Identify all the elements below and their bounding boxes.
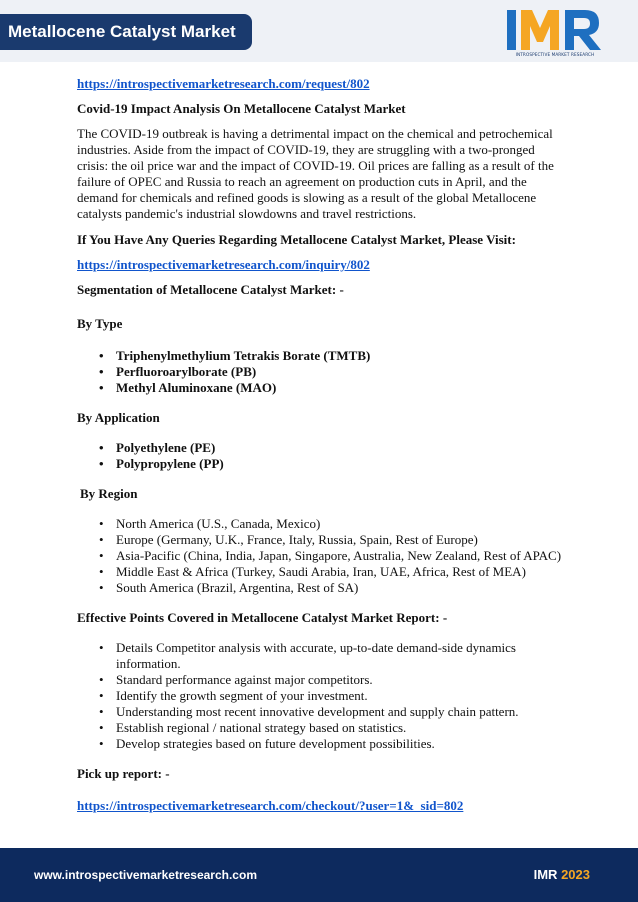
checkout-link[interactable]: https://introspectivemarketresearch.com/checkout/?user=1&_sid=802: [77, 798, 464, 813]
covid-heading: Covid-19 Impact Analysis On Metallocene Catalyst Market: [77, 101, 406, 116]
by-type-heading: By Type: [77, 316, 123, 331]
footer-brand-text: IMR: [533, 867, 558, 882]
list-item: • Europe (Germany, U.K., France, Italy, Russia, Spain, Rest of Europe): [77, 532, 567, 548]
footer-url: www.introspectivemarketresearch.com: [34, 868, 257, 882]
list-item: • Middle East & Africa (Turkey, Saudi Arabia, Iran, UAE, Africa, Rest of MEA): [77, 564, 567, 580]
document-body: [77, 76, 567, 814]
list-item: • Triphenylmethylium Tetrakis Borate (TMTB): [77, 348, 567, 364]
header-bar: [0, 0, 638, 62]
logo-tagline: INTROSPECTIVE MARKET RESEARCH: [515, 52, 595, 57]
inquiry-link[interactable]: https://introspectivemarketresearch.com/inquiry/802: [77, 257, 370, 272]
covid-line: catalysts pandemic's industrial slowdowns and travel restrictions.: [77, 206, 417, 221]
list-item: • Polyethylene (PE): [77, 440, 567, 456]
list-item: • Develop strategies based on future development possibilities.: [77, 736, 537, 752]
footer-bar: [0, 848, 638, 902]
covid-line: crisis: the oil price war and the impact of COVID-19. Oil prices are falling as a result of the: [77, 158, 554, 173]
list-item: • Methyl Aluminoxane (MAO): [77, 380, 567, 396]
request-link[interactable]: https://introspectivemarketresearch.com/request/802: [77, 76, 370, 91]
list-item: • Perfluoroarylborate (PB): [77, 364, 567, 380]
region-list: [77, 516, 567, 596]
queries-heading: If You Have Any Queries Regarding Metallocene Catalyst Market, Please Visit:: [77, 232, 516, 247]
footer-brand: [534, 867, 590, 882]
list-item: • North America (U.S., Canada, Mexico): [77, 516, 567, 532]
covid-paragraph: [77, 126, 567, 222]
effective-list: [77, 640, 537, 752]
effective-heading: Effective Points Covered in Metallocene Catalyst Market Report: -: [77, 610, 448, 625]
list-item: • Identify the growth segment of your investment.: [77, 688, 537, 704]
imr-logo: [505, 6, 605, 58]
list-item: • Establish regional / national strategy based on statistics.: [77, 720, 537, 736]
list-item: • Asia-Pacific (China, India, Japan, Singapore, Australia, New Zealand, Rest of APAC): [77, 548, 567, 564]
list-item: • Polypropylene (PP): [77, 456, 567, 472]
segmentation-heading: Segmentation of Metallocene Catalyst Market: -: [77, 282, 344, 297]
document-title: Metallocene Catalyst Market: [0, 14, 252, 50]
by-application-heading: By Application: [77, 410, 160, 425]
footer-year: 2023: [561, 867, 590, 882]
covid-line: failure of OPEC and Russia to reach an agreement on production cuts in April, and the: [77, 174, 527, 189]
list-item: • Details Competitor analysis with accurate, up-to-date demand-side dynamics information.: [77, 640, 537, 672]
covid-line: industries. Aside from the impact of COVID-19, they are struggling with a two-pronged: [77, 142, 535, 157]
by-region-heading: By Region: [80, 486, 138, 501]
pickup-heading: Pick up report: -: [77, 766, 170, 781]
list-item: • Understanding most recent innovative development and supply chain pattern.: [77, 704, 537, 720]
application-list: [77, 440, 567, 472]
type-list: [77, 348, 567, 396]
covid-line: demand for chemicals and refined goods is slowing as a result of the global Metallocene: [77, 190, 537, 205]
list-item: • Standard performance against major competitors.: [77, 672, 537, 688]
covid-line: The COVID-19 outbreak is having a detrimental impact on the chemical and petrochemical: [77, 126, 553, 141]
list-item: • South America (Brazil, Argentina, Rest of SA): [77, 580, 567, 596]
